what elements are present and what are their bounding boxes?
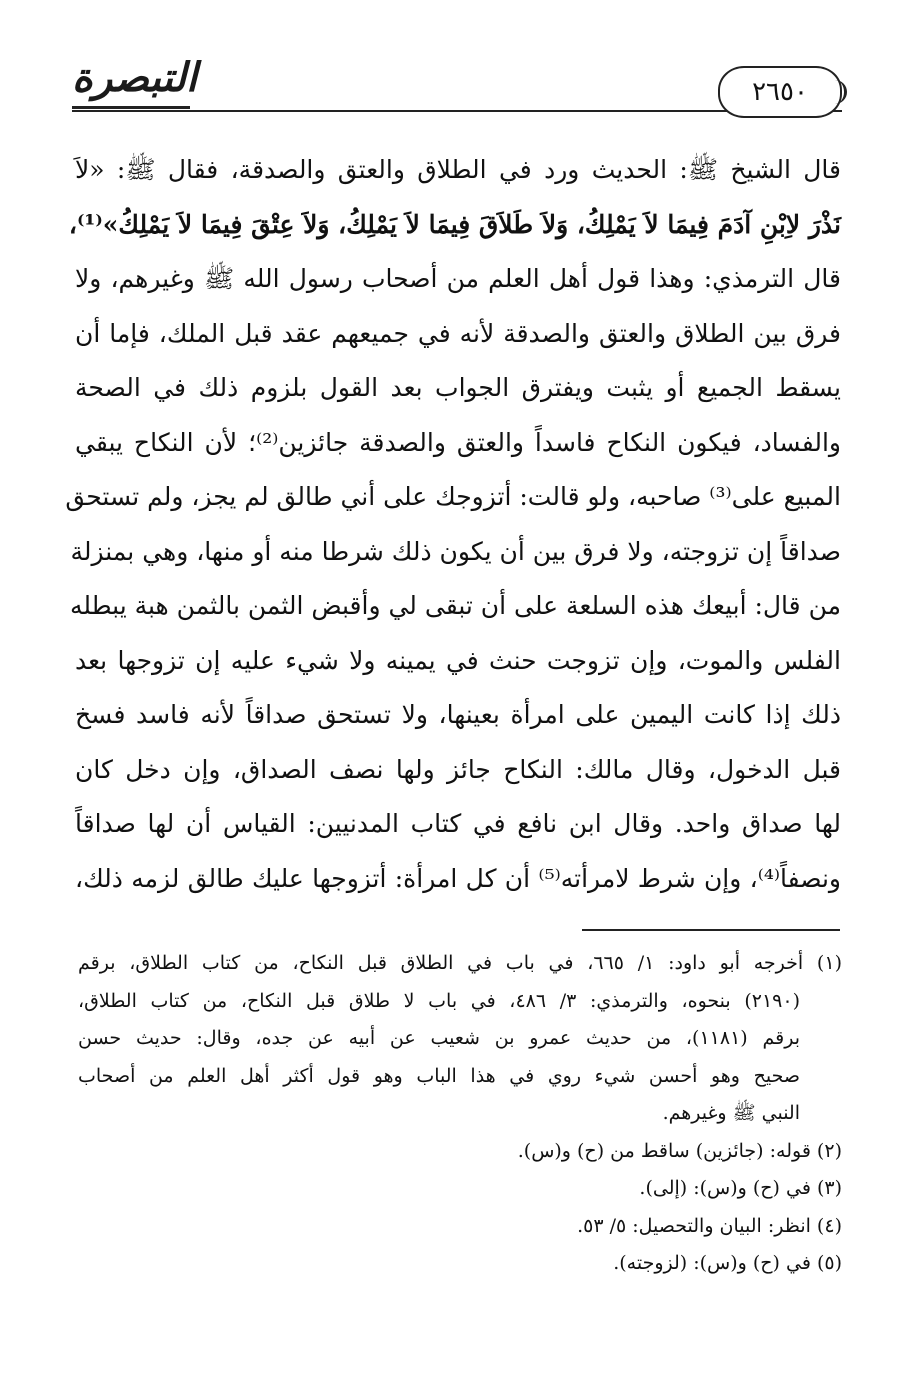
body-line: لها صداق واحد. وقال ابن نافع في كتاب المدنيين: القياس أن لها صداقاً: [75, 809, 841, 838]
body-line: والفساد، فيكون النكاح فاسداً والعتق والصدقة جائزين⁽²⁾؛ لأن النكاح يبقي: [75, 427, 842, 457]
body-text: [65, 143, 842, 906]
body-line: ونصفاً⁽⁴⁾، وإن شرط لامرأته⁽⁵⁾ أن كل امرأة: أتزوجها عليك طالق لزمه ذلك،: [75, 863, 841, 893]
page-header: [72, 52, 842, 122]
body-line: قال الترمذي: وهذا قول أهل العلم من أصحاب رسول الله ﷺ وغيرهم، ولا: [75, 264, 841, 293]
footnote-line: (١) أخرجه أبو داود: ١/ ٦٦٥، في باب في الطلاق قبل النكاح، من كتاب الطلاق، برقم: [78, 952, 842, 974]
footnote-line: النبي ﷺ وغيرهم.: [662, 1102, 800, 1124]
body-line: يسقط الجميع أو يثبت ويفترق الجواب بعد القول بلزوم ذلك في الصحة: [75, 373, 841, 402]
footnote-line: (٢) قوله: (جائزين) ساقط من (ح) و(س).: [517, 1139, 842, 1162]
body-line: ذلك إذا كانت اليمين على امرأة بعينها، ولا تستحق صداقاً لأنه فاسد فسخ: [75, 700, 841, 729]
footnote-line: (٥) في (ح) و(س): (لزوجته).: [613, 1252, 842, 1274]
footnote-line: (٣) في (ح) و(س): (إلى).: [639, 1177, 842, 1199]
body-line: قبل الدخول، وقال مالك: النكاح جائز ولها نصف الصداق، وإن دخل كان: [75, 754, 841, 784]
footnote-line: برقم (١١٨١)، من حديث عمرو بن شعيب عن أبيه عن جده، وقال: حديث حسن: [78, 1027, 800, 1049]
body-line: نَذْرَ لاِبْنِ آدَمَ فِيمَا لاَ يَمْلِكُ، وَلاَ طَلاَقَ فِيمَا لاَ يَمْلِكُ، وَلاَ عِتْقَ فِيمَا لاَ يَمْلِكُ»⁽¹⁾،: [68, 209, 841, 239]
body-line: الفلس والموت، وإن تزوجت حنث في يمينه ولا شيء عليه إن تزوجها بعد: [75, 645, 841, 675]
body-line: قال الشيخ ﷺ: الحديث ورد في الطلاق والعتق والصدقة، فقال ﷺ: «لاَ: [75, 155, 841, 184]
body-line: صداقاً إن تزوجته، ولا فرق بين أن يكون ذلك شرطا منه أو منها، وهي بمنزلة: [70, 536, 841, 566]
body-line: من قال: أبيعك هذه السلعة على أن تبقى لي وأقبض الثمن بالثمن هبة يبطله: [69, 591, 841, 620]
body-line: فرق بين الطلاق والعتق والصدقة لأنه في جميعهم عقد قبل الملك، فإما أن: [75, 318, 841, 348]
page-number: ٢٦٥٠: [752, 77, 808, 107]
footnotes: [78, 945, 842, 1283]
title-underline: [72, 106, 190, 109]
book-title: التبصرة: [72, 54, 198, 101]
footnote-separator: [582, 929, 840, 931]
page-number-badge: [718, 66, 842, 118]
footnote-line: (٤) انظر: البيان والتحصيل: ٥/ ٥٣.: [577, 1214, 842, 1237]
footnote-line: (٢١٩٠) بنحوه، والترمذي: ٣/ ٤٨٦، في باب لا طلاق قبل النكاح، من كتاب الطلاق،: [78, 989, 800, 1012]
body-line: المبيع على⁽³⁾ صاحبه، ولو قالت: أتزوجك على أني طالق لم يجز، ولم تستحق: [65, 482, 841, 511]
footnote-line: صحيح وهو أحسن شيء روي في هذا الباب وهو قول أكثر أهل العلم من أصحاب: [78, 1064, 800, 1087]
